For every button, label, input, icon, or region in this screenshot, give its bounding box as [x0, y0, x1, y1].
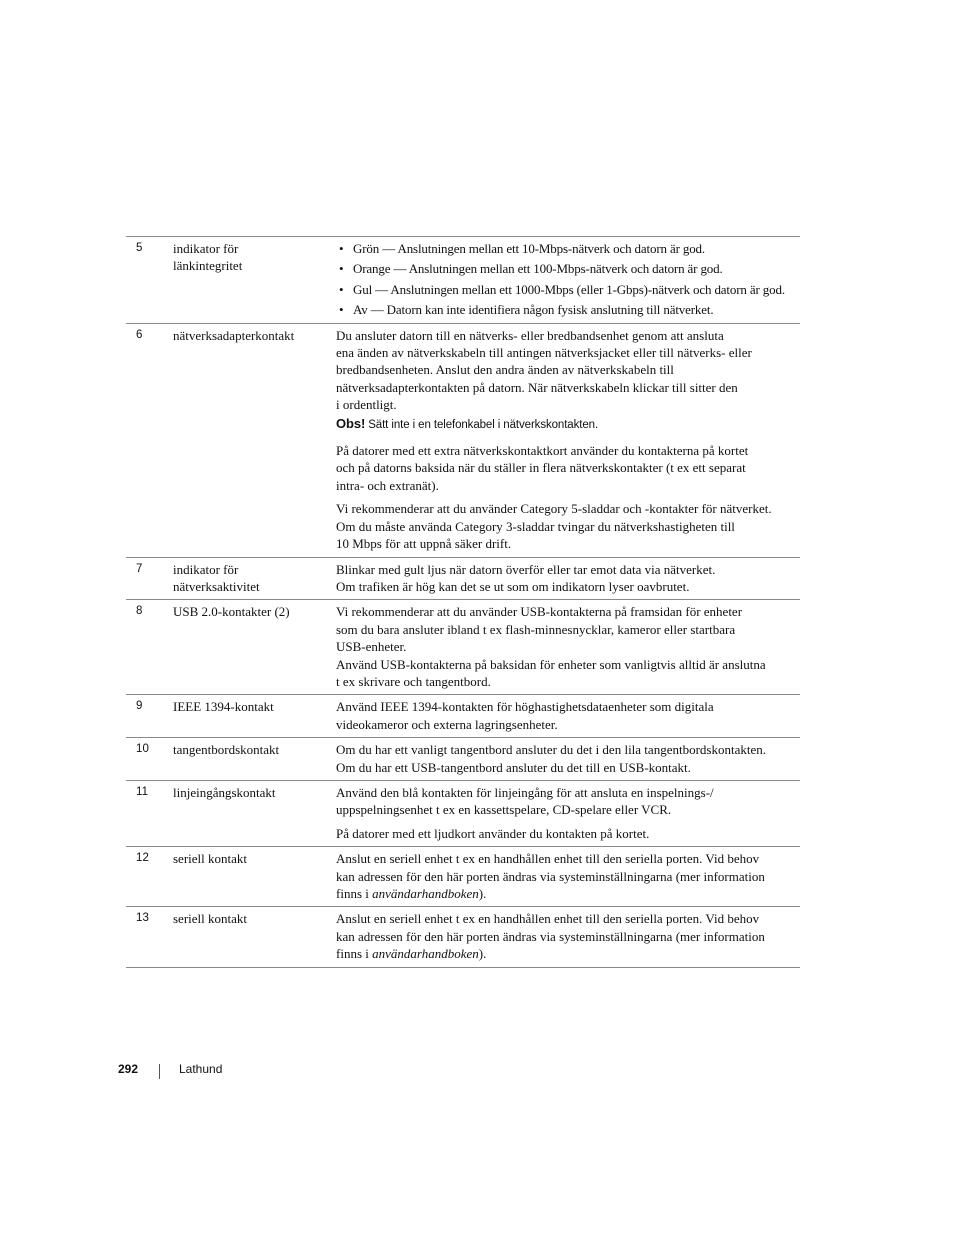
item-name: USB 2.0-kontakter (2)	[173, 604, 290, 620]
description-paragraph: På datorer med ett extra nätverkskontaktkort använder du kontakterna på kortet och på datorns baksida när du ställer in flera nätverkskontakter (t ex ett separat intra- och extranät).	[336, 443, 749, 493]
item-description	[336, 847, 800, 907]
item-name: indikator för länkintegritet	[173, 241, 243, 274]
page-number: 292	[118, 1062, 139, 1076]
item-number: 8	[136, 605, 143, 618]
item-number: 9	[136, 700, 143, 713]
manual-reference: användarhandboken	[372, 946, 479, 962]
description-paragraph: Använd IEEE 1394-kontakten för höghastighetsdataenheter som digitala videokameror och externa lagringsenheter.	[336, 699, 714, 732]
table-row	[126, 695, 800, 738]
description-paragraph: Om du har ett vanligt tangentbord ansluter du det i den lila tangentbordskontakten. Om du har ett USB-tangentbord ansluter du det till en USB-kontakt.	[336, 742, 766, 775]
item-description	[336, 738, 800, 781]
bullet-icon: •	[339, 241, 344, 256]
table-row	[126, 323, 800, 557]
table-row	[126, 907, 800, 967]
note-label: Obs!	[336, 415, 366, 431]
item-description	[336, 695, 800, 738]
table-row	[126, 780, 800, 846]
item-name: linjeingångskontakt	[173, 784, 276, 800]
item-number: 7	[136, 562, 143, 575]
item-name: tangentbordskontakt	[173, 742, 280, 758]
note	[336, 415, 798, 434]
note-text: Sätt inte i en telefonkabel i nätverkskontakten.	[368, 418, 599, 431]
item-number: 5	[136, 242, 143, 254]
description-paragraph: På datorer med ett ljudkort använder du kontakten på kortet.	[336, 825, 650, 841]
item-number: 10	[136, 743, 149, 756]
bullet-icon: •	[339, 281, 344, 297]
description-paragraph: Anslut en seriell enhet t ex en handhållen enhet till den seriella porten. Vid behov kan adressen för den här porten ändras via systeminställningarna (mer information finns i användarhandboken).	[336, 851, 765, 901]
list-item: • Grön — Anslutningen mellan ett 10-Mbps-nätverk och datorn är god.	[339, 241, 706, 256]
description-paragraph: Använd den blå kontakten för linjeingång för att ansluta en inspelnings-/ uppspelningsenhet t ex en kassettspelare, CD-spelare eller VCR.	[336, 784, 714, 818]
description-paragraph: Anslut en seriell enhet t ex en handhållen enhet till den seriella porten. Vid behov kan adressen för den här porten ändras via systeminställningarna (mer information finns i användarhandboken).	[336, 911, 765, 962]
item-number: 6	[136, 328, 143, 341]
manual-reference: användarhandboken	[372, 886, 479, 901]
item-name: IEEE 1394-kontakt	[173, 699, 274, 715]
list-item: • Orange — Anslutningen mellan ett 100-Mbps-nätverk och datorn är god.	[339, 261, 723, 277]
table-row	[126, 847, 800, 907]
item-name: nätverksadapterkontakt	[173, 327, 295, 343]
description-paragraph: Vi rekommenderar att du använder USB-kontakterna på framsidan för enheter som du bara ansluter ibland t ex flash-minnesnycklar, kameror eller startbara USB-enheter. Använd USB-kontakterna på baksidan för enheter som vanligtvis alltid är anslutna t ex skrivare och tangentbord.	[336, 604, 766, 689]
item-description	[336, 600, 800, 695]
description-paragraph: Du ansluter datorn till en nätverks- eller bredbandsenhet genom att ansluta ena änden av nätverkskabeln till antingen nätverksjacket eller till nätverks- eller bredbandsenheten. Anslut den andra änden av nätverkskabeln till nätverksadapterkontakten på datorn. När nätverkskabeln klickar till sitter den i ordentligt.	[336, 327, 752, 413]
item-description	[336, 907, 800, 967]
item-number: 11	[136, 785, 149, 798]
description-paragraph: Vi rekommenderar att du använder Category 5-sladdar och -kontakter för nätverket. Om du måste använda Category 3-sladdar tvingar du nätverkshastigheten till 10 Mbps för att uppnå säker drift.	[336, 501, 772, 552]
item-description	[336, 323, 800, 557]
item-description	[336, 557, 800, 600]
list-item: • Gul — Anslutningen mellan ett 1000-Mbps (eller 1-Gbps)-nätverk och datorn är god.	[339, 281, 785, 297]
list-item: • Av — Datorn kan inte identifiera någon fysisk anslutning till nätverket.	[339, 302, 714, 318]
item-name: indikator för nätverksaktivitet	[173, 561, 260, 594]
item-name: seriell kontakt	[173, 911, 248, 927]
item-number: 12	[136, 852, 149, 865]
footer-separator	[159, 1064, 160, 1079]
table-row	[126, 600, 800, 695]
bullet-icon: •	[339, 302, 344, 318]
connector-table	[126, 236, 800, 968]
item-description	[336, 237, 800, 324]
footer-title: Lathund	[179, 1062, 223, 1076]
status-list	[336, 240, 798, 319]
bullet-icon: •	[339, 261, 344, 277]
item-name: seriell kontakt	[173, 851, 248, 867]
item-description	[336, 780, 800, 846]
table-row	[126, 237, 800, 324]
table-row	[126, 557, 800, 600]
item-number: 13	[136, 912, 149, 925]
table-row	[126, 738, 800, 781]
description-paragraph: Blinkar med gult ljus när datorn överför eller tar emot data via nätverket. Om trafiken är hög kan det se ut som om indikatorn lyser oavbrutet.	[336, 561, 716, 594]
